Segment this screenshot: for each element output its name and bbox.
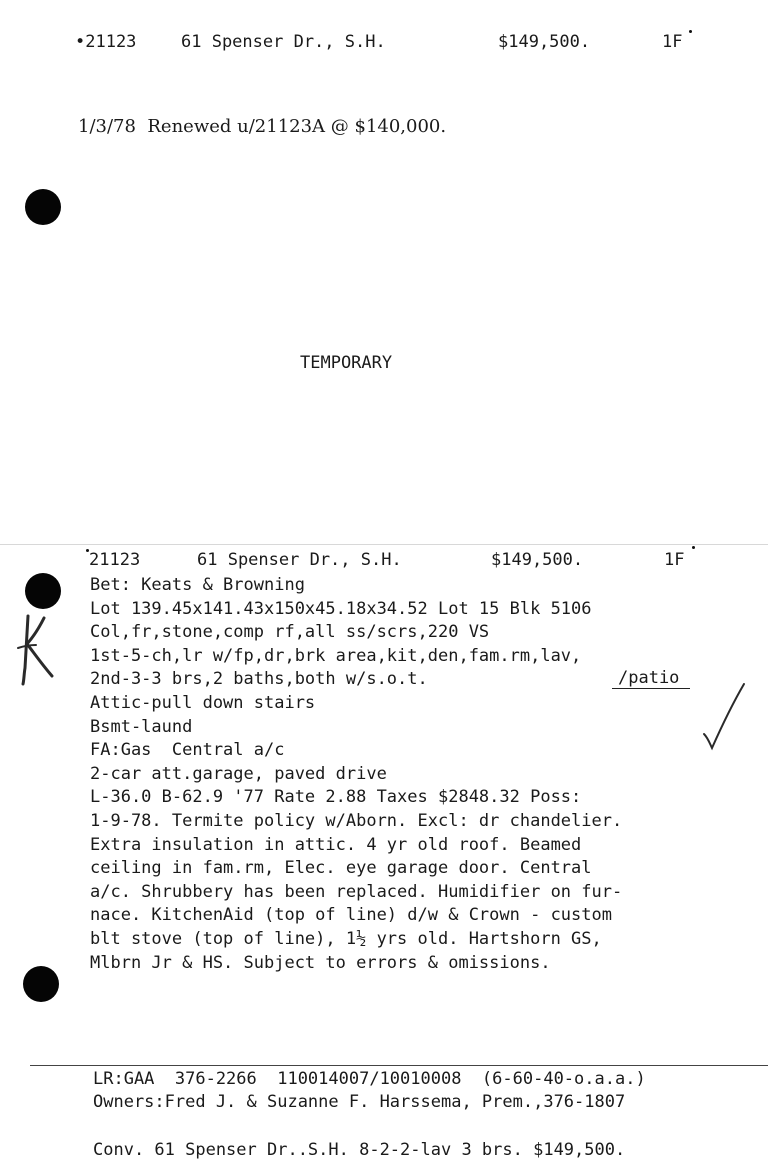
card-top-edge: [0, 544, 768, 545]
top-price: $149,500.: [498, 32, 591, 52]
footer-separator: [30, 1065, 768, 1066]
description-line: ceiling in fam.rm, Elec. eye garage door. Central: [90, 858, 592, 879]
description-line: Lot 139.45x141.43x150x45.18x34.52 Lot 15 Blk 5106: [90, 598, 592, 619]
description-line: Mlbrn Jr & HS. Subject to errors & omissions.: [90, 952, 551, 973]
card-code-mark: [692, 546, 695, 549]
description-line: Bet: Keats & Browning: [90, 575, 305, 595]
punch-hole-top: [25, 189, 61, 225]
owners-line: Owners:Fred J. & Suzanne F. Harssema, Prem.,376-1807: [93, 1092, 626, 1112]
description-line: 1-9-78. Termite policy w/Aborn. Excl: dr chandelier.: [90, 810, 623, 831]
handwritten-k-mark: [10, 610, 60, 690]
renewal-line: 1/3/78 Renewed u/21123A @ $140,000.: [78, 116, 447, 137]
description-line: 2-car att.garage, paved drive: [90, 763, 387, 784]
conv-line: Conv. 61 Spenser Dr..S.H. 8-2-2-lav 3 brs. $149,500.: [93, 1140, 626, 1160]
card-code: 1F: [664, 550, 685, 570]
description-line: 2nd-3-3 brs,2 baths,both w/s.o.t.: [90, 669, 428, 690]
top-code: 1F: [662, 32, 683, 52]
top-code-mark: [689, 30, 692, 33]
description-line: Col,fr,stone,comp rf,all ss/scrs,220 VS: [90, 622, 490, 643]
card-price: $149,500.: [491, 550, 584, 570]
lr-line: LR:GAA 376-2266 110014007/10010008 (6-60-40-o.a.a.): [93, 1069, 646, 1089]
card-description: [90, 574, 730, 975]
top-address: 61 Spenser Dr., S.H.: [181, 32, 386, 52]
description-line: 1st-5-ch,lr w/fp,dr,brk area,kit,den,fam.rm,lav,: [90, 645, 582, 666]
temporary-stamp: TEMPORARY: [300, 353, 393, 373]
description-line: Extra insulation in attic. 4 yr old roof. Beamed: [90, 834, 582, 855]
description-line: Attic-pull down stairs: [90, 692, 316, 713]
card-address: 61 Spenser Dr., S.H.: [197, 550, 402, 570]
description-line: Bsmt-laund: [90, 716, 193, 737]
patio-underline: [612, 688, 690, 689]
description-line: a/c. Shrubbery has been replaced. Humidifier on fur-: [90, 881, 623, 902]
top-listing-number: •21123: [75, 32, 137, 52]
punch-hole-middle: [25, 573, 61, 609]
description-line: nace. KitchenAid (top of line) d/w & Crown - custom: [90, 905, 612, 926]
punch-hole-bottom: [23, 966, 59, 1002]
card-listing-number: 21123: [89, 550, 141, 570]
description-line: blt stove (top of line), 1½ yrs old. Hartshorn GS,: [90, 928, 602, 949]
patio-note: /patio: [618, 668, 680, 688]
checkmark-icon: [700, 678, 750, 758]
description-line: FA:Gas Central a/c: [90, 740, 285, 761]
description-line: L-36.0 B-62.9 '77 Rate 2.88 Taxes $2848.32 Poss:: [90, 787, 582, 808]
